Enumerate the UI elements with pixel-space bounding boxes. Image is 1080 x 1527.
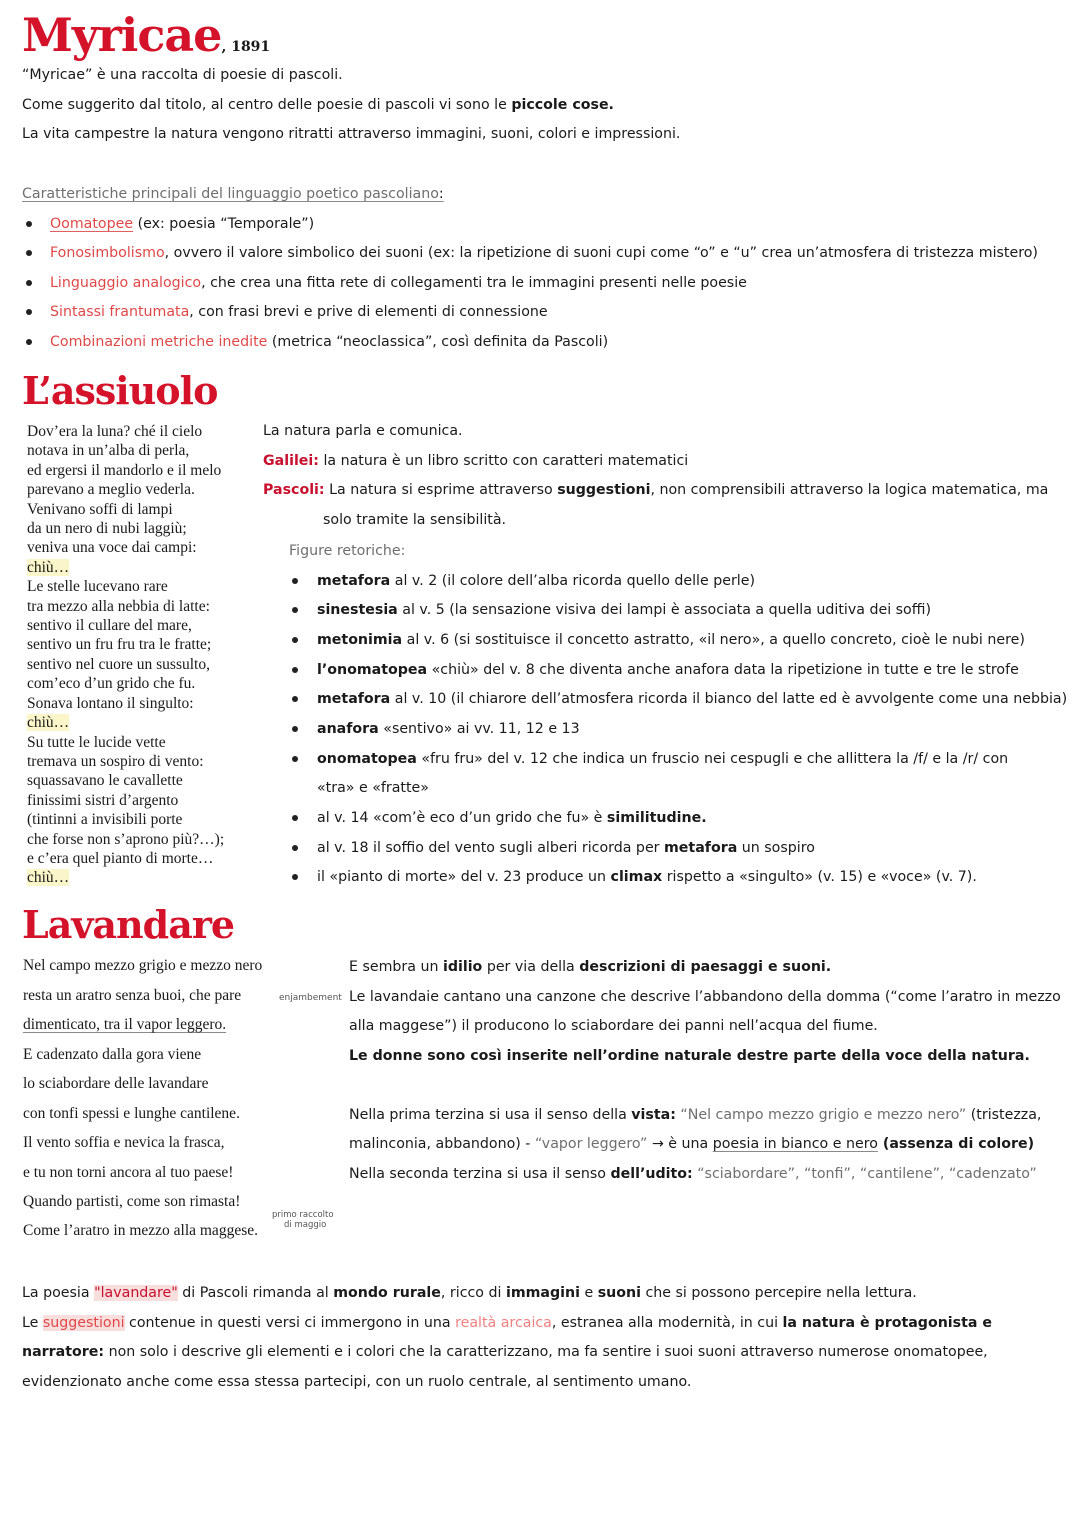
enjambement-note: enjambement [279, 993, 342, 1003]
assiuolo-title: L’assiuolo [22, 368, 218, 413]
figure-item: metafora al v. 10 (il chiarore dell’atmosfera ricorda il bianco del latte ed è avvolgente come una nebbia) [317, 691, 1068, 707]
lavandaie-line-2: alla maggese”) il producono lo sciabordare dei panni nell’acqua del fiume. [349, 1018, 878, 1034]
figures-heading: Figure retoriche: [289, 543, 406, 559]
figure-item-continued: «tra» e «fratte» [317, 780, 429, 796]
pascoli-line-2: solo tramite la sensibilità. [323, 512, 507, 528]
conclusion-line-3: narratore: non solo i descrive gli elementi e i colori che la caratterizzano, ma fa sentire i suoi suoni attraverso numerose onomatopee, [22, 1344, 988, 1360]
figure-item: metonimia al v. 6 (si sostituisce il concetto astratto, «il nero», a quello concreto, cioè le nubi nere) [317, 632, 1025, 648]
pascoli-line: Pascoli: La natura si esprime attraverso suggestioni, non comprensibili attraverso la logica matematica, ma [263, 482, 1049, 498]
figure-item: il «pianto di morte» del v. 23 produce un climax rispetto a «singulto» (v. 15) e «voce» (v. 7). [317, 869, 977, 885]
feature-item: Linguaggio analogico, che crea una fitta rete di collegamenti tra le immagini presenti nelle poesie [50, 275, 747, 291]
myricae-intro-1: “Myricae” è una raccolta di poesie di pascoli. [22, 67, 343, 83]
lavandare-title: Lavandare [22, 902, 235, 947]
conclusion-line-1: La poesia "lavandare" di Pascoli rimanda al mondo rurale, ricco di immagini e suoni che si possono percepire nella lettura. [22, 1285, 917, 1301]
assiuolo-poem: Dov’era la luna? ché il cielo notava in un’alba di perla, ed ergersi il mandorlo e il melo parevano a meglio vederla. Venivano soffi di lampi da un nero di nubi laggiù; veniva una voce dai campi: chiù… Le stelle lucevano rare tra mezzo alla nebbia di latte: sentivo il cullare del mare, sentivo un fru fru tra le fratte; sentivo nel cuore un sussulto, com’eco d’un grido che fu. Sonava lontano il singulto: chiù… Su tutte le lucide vette tremava un sospiro di vento: squassavano le cavallette finissimi sistri d’argento (tintinni a invisibili porte che forse non s’aprono più?…); e c’era quel pianto di morte… chiù… [27, 423, 225, 887]
conclusion-line-4: evidenzionato anche come essa stessa partecipi, con un ruolo centrale, al sentimento umano. [22, 1374, 692, 1390]
figure-item: al v. 14 «com’è eco d’un grido che fu» è similitudine. [317, 810, 707, 826]
features-heading: Caratteristiche principali del linguaggio poetico pascoliano: [22, 186, 444, 202]
figure-item: al v. 18 il soffio del vento sugli alberi ricorda per metafora un sospiro [317, 840, 815, 856]
feature-item: Fonosimbolismo, ovvero il valore simbolico dei suoni (ex: la ripetizione di suoni cupi come “o” e “u” crea un’atmosfera di tristezza mistero) [50, 245, 1038, 261]
figure-item: l’onomatopea «chiù» del v. 8 che diventa anche anafora data la ripetizione in tutte e tre le strofe [317, 662, 1019, 678]
udito-line: Nella seconda terzina si usa il senso dell’udito: “sciabordare”, “tonfi”, “cantilene”, “cadenzato” [349, 1166, 1037, 1182]
myricae-year: , 1891 [221, 39, 271, 55]
vista-line-1: Nella prima terzina si usa il senso della vista: “Nel campo mezzo grigio e mezzo nero” (tristezza, [349, 1107, 1042, 1123]
feature-item: Sintassi frantumata, con frasi brevi e prive di elementi di connessione [50, 304, 548, 320]
figure-item: onomatopea «fru fru» del v. 12 che indica un fruscio nei cespugli e che allittera la /f/ e la /r/ con [317, 751, 1009, 767]
galilei-line: Galilei: la natura è un libro scritto con caratteri matematici [263, 453, 689, 469]
feature-item: Combinazioni metriche inedite (metrica “neoclassica”, così definita da Pascoli) [50, 334, 609, 350]
maggese-note: primo raccolto di maggio [272, 1210, 334, 1230]
donne-line: Le donne sono così inserite nell’ordine naturale destre parte della voce della natura. [349, 1048, 1030, 1064]
figure-item: metafora al v. 2 (il colore dell’alba ricorda quello delle perle) [317, 573, 756, 589]
figure-item: anafora «sentivo» ai vv. 11, 12 e 13 [317, 721, 580, 737]
feature-item: Oomatopee (ex: poesia “Temporale”) [50, 216, 315, 232]
figure-item: sinestesia al v. 5 (la sensazione visiva dei lampi è associata a quella uditiva dei soffi) [317, 602, 931, 618]
myricae-intro-3: La vita campestre la natura vengono ritratti attraverso immagini, suoni, colori e impressioni. [22, 126, 681, 142]
vista-line-2: malinconia, abbandono) - “vapor leggero” → è una poesia in bianco e nero (assenza di colore) [349, 1136, 1035, 1152]
assiuolo-intro: La natura parla e comunica. [263, 423, 463, 439]
myricae-title: Myricae, 1891 [22, 8, 271, 62]
myricae-intro-2: Come suggerito dal titolo, al centro delle poesie di pascoli vi sono le piccole cose. [22, 97, 614, 113]
idillio-line: E sembra un idilio per via della descrizioni di paesaggi e suoni. [349, 959, 832, 975]
conclusion-line-2: Le suggestioni contenue in questi versi ci immergono in una realtà arcaica, estranea alla modernità, in cui la natura è protagonista e [22, 1315, 993, 1331]
lavandaie-line-1: Le lavandaie cantano una canzone che descrive l’abbandono della domma (“come l’aratro in mezzo [349, 989, 1061, 1005]
